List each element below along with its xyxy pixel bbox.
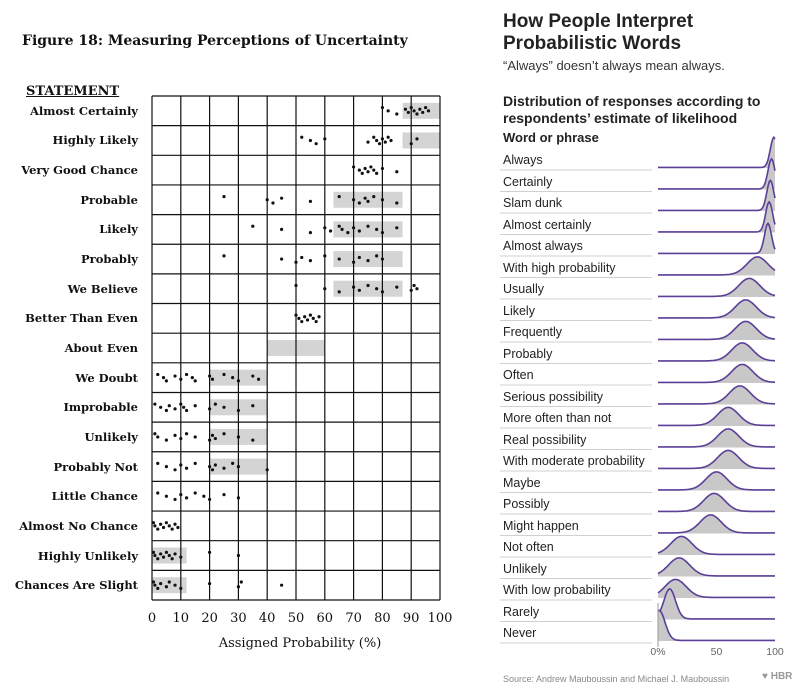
data-point — [375, 254, 378, 257]
word-label: Never — [503, 626, 537, 640]
data-point — [156, 557, 159, 560]
data-point — [375, 228, 378, 231]
data-point — [294, 284, 297, 287]
word-label: Frequently — [503, 325, 563, 339]
data-point — [358, 201, 361, 204]
data-point — [185, 496, 188, 499]
data-point — [240, 580, 243, 583]
data-point — [280, 584, 283, 587]
right-x-tick-label: 0% — [650, 646, 666, 658]
statement-label: Highly Likely — [52, 133, 138, 148]
data-point — [395, 286, 398, 289]
data-point — [173, 374, 176, 377]
data-point — [156, 462, 159, 465]
data-point — [179, 556, 182, 559]
data-point — [208, 582, 211, 585]
statement-label: Probably — [81, 252, 138, 267]
data-point — [168, 580, 171, 583]
word-label: With low probability — [503, 583, 611, 597]
data-point — [211, 468, 214, 471]
statement-label: Highly Unlikely — [37, 548, 138, 563]
data-point — [389, 139, 392, 142]
data-point — [222, 373, 225, 376]
data-point — [257, 378, 260, 381]
data-point — [338, 290, 341, 293]
data-point — [179, 402, 182, 405]
hbr-brand-text: HBR — [770, 671, 793, 682]
data-point — [294, 261, 297, 264]
statement-label: Unlikely — [84, 429, 138, 444]
data-point — [395, 170, 398, 173]
data-point — [237, 554, 240, 557]
data-point — [208, 551, 211, 554]
data-point — [323, 137, 326, 140]
data-point — [159, 552, 162, 555]
data-point — [162, 556, 165, 559]
source-note: Source: Andrew Mauboussin and Michael J. Mauboussin — [503, 674, 730, 684]
word-label: Unlikely — [503, 561, 547, 576]
data-point — [159, 406, 162, 409]
data-point — [375, 172, 378, 175]
data-point — [303, 315, 306, 318]
x-tick-label: 100 — [427, 611, 453, 626]
data-point — [271, 201, 274, 204]
statement-label: Improbable — [63, 400, 138, 415]
right-x-tick-label: 100 — [766, 646, 784, 658]
data-point — [159, 582, 162, 585]
word-label: Serious possibility — [503, 389, 604, 404]
statement-label: Almost No Chance — [19, 518, 138, 533]
data-point — [315, 142, 318, 145]
range-band — [333, 281, 402, 297]
x-tick-label: 70 — [345, 611, 362, 626]
data-point — [317, 315, 320, 318]
data-point — [387, 136, 390, 139]
word-label: Almost certainly — [503, 217, 592, 232]
data-point — [306, 318, 309, 321]
data-point — [412, 109, 415, 112]
data-point — [231, 462, 234, 465]
data-point — [381, 231, 384, 234]
data-point — [194, 404, 197, 407]
statement-label: Probably Not — [53, 459, 138, 474]
statement-header: STATEMENT — [26, 84, 120, 99]
data-point — [280, 257, 283, 260]
data-point — [421, 111, 424, 114]
x-tick-label: 80 — [374, 611, 391, 626]
data-point — [222, 432, 225, 435]
data-point — [384, 140, 387, 143]
data-point — [375, 287, 378, 290]
data-point — [358, 289, 361, 292]
data-point — [366, 200, 369, 203]
word-label: Real possibility — [503, 432, 587, 447]
data-point — [366, 140, 369, 143]
data-point — [165, 379, 168, 382]
x-tick-label: 10 — [172, 611, 190, 626]
data-point — [404, 108, 407, 111]
data-point — [179, 493, 182, 496]
data-point — [173, 407, 176, 410]
data-point — [237, 496, 240, 499]
statement-label: Almost Certainly — [30, 103, 138, 118]
data-point — [173, 498, 176, 501]
word-label: Rarely — [503, 604, 540, 619]
word-label: Not often — [503, 540, 554, 554]
data-point — [300, 136, 303, 139]
data-point — [309, 231, 312, 234]
statement-label: Very Good Chance — [21, 163, 138, 178]
left-x-axis-label: Assigned Probability (%) — [218, 636, 382, 651]
data-point — [222, 254, 225, 257]
data-point — [372, 169, 375, 172]
data-point — [156, 491, 159, 494]
data-point — [156, 587, 159, 590]
word-label: Possibly — [503, 497, 550, 511]
data-point — [162, 376, 165, 379]
data-point — [173, 434, 176, 437]
data-point — [381, 290, 384, 293]
data-point — [366, 259, 369, 262]
data-point — [152, 521, 155, 524]
right-figure — [485, 0, 800, 694]
x-tick-label: 40 — [258, 611, 276, 626]
data-point — [280, 228, 283, 231]
x-tick-label: 30 — [230, 611, 247, 626]
word-label: Almost always — [503, 239, 583, 253]
data-point — [372, 195, 375, 198]
data-point — [165, 495, 168, 498]
word-label: Likely — [503, 303, 535, 318]
data-point — [424, 106, 427, 109]
data-point — [165, 465, 168, 468]
data-point — [358, 169, 361, 172]
word-label: With moderate probability — [503, 454, 645, 468]
range-band — [403, 103, 440, 119]
statement-label: Probable — [80, 192, 138, 207]
data-point — [352, 226, 355, 229]
statement-label: Chances Are Slight — [14, 578, 138, 593]
data-point — [297, 317, 300, 320]
right-heading: Distribution of responses according to respondents’ estimate of likelihood — [503, 93, 761, 126]
data-point — [381, 106, 384, 109]
data-point — [179, 463, 182, 466]
data-point — [194, 491, 197, 494]
data-point — [211, 434, 214, 437]
data-point — [418, 108, 421, 111]
data-point — [364, 197, 367, 200]
data-point — [165, 439, 168, 442]
data-point — [173, 552, 176, 555]
data-point — [191, 376, 194, 379]
x-tick-label: 90 — [402, 611, 420, 626]
data-point — [179, 587, 182, 590]
data-point — [395, 226, 398, 229]
data-point — [185, 373, 188, 376]
data-point — [346, 231, 349, 234]
data-point — [173, 523, 176, 526]
data-point — [165, 521, 168, 524]
data-point — [415, 137, 418, 140]
data-point — [266, 468, 269, 471]
data-point — [156, 527, 159, 530]
data-point — [427, 109, 430, 112]
word-label: More often than not — [503, 411, 612, 425]
data-point — [381, 198, 384, 201]
data-point — [412, 284, 415, 287]
data-point — [214, 437, 217, 440]
data-point — [381, 257, 384, 260]
word-label: Probably — [503, 346, 553, 361]
data-point — [222, 195, 225, 198]
data-point — [165, 409, 168, 412]
data-point — [152, 580, 155, 583]
data-point — [231, 376, 234, 379]
data-point — [366, 170, 369, 173]
data-point — [395, 112, 398, 115]
data-point — [176, 526, 179, 529]
data-point — [329, 229, 332, 232]
x-tick-label: 60 — [316, 611, 334, 626]
data-point — [352, 198, 355, 201]
statement-label: We Doubt — [75, 370, 138, 385]
data-point — [214, 463, 217, 466]
data-point — [214, 402, 217, 405]
data-point — [280, 197, 283, 200]
data-point — [153, 432, 156, 435]
data-point — [415, 287, 418, 290]
hbr-logo: ♥ HBR — [762, 671, 793, 682]
data-point — [251, 225, 254, 228]
data-point — [208, 465, 211, 468]
data-point — [407, 111, 410, 114]
data-point — [222, 467, 225, 470]
data-point — [208, 439, 211, 442]
data-point — [323, 287, 326, 290]
data-point — [185, 432, 188, 435]
data-point — [208, 498, 211, 501]
data-point — [165, 551, 168, 554]
data-point — [168, 524, 171, 527]
data-point — [251, 374, 254, 377]
data-point — [375, 139, 378, 142]
data-point — [194, 435, 197, 438]
range-band — [403, 132, 440, 148]
right-x-tick-label: 50 — [710, 646, 723, 658]
data-point — [237, 465, 240, 468]
right-subtitle: “Always” doesn’t always mean always. — [503, 58, 725, 73]
data-point — [156, 435, 159, 438]
data-point — [309, 259, 312, 262]
data-point — [410, 106, 413, 109]
data-point — [171, 527, 174, 530]
word-label: With high probability — [503, 260, 616, 275]
word-label: Maybe — [503, 475, 541, 490]
data-point — [237, 435, 240, 438]
data-point — [300, 256, 303, 259]
data-point — [222, 406, 225, 409]
data-point — [237, 379, 240, 382]
data-point — [352, 261, 355, 264]
word-column-header: Word or phrase — [503, 130, 599, 145]
word-label: Might happen — [503, 518, 579, 533]
data-point — [369, 165, 372, 168]
data-point — [168, 404, 171, 407]
data-point — [237, 585, 240, 588]
data-point — [358, 229, 361, 232]
data-point — [309, 314, 312, 317]
data-point — [171, 557, 174, 560]
data-point — [309, 139, 312, 142]
data-point — [294, 314, 297, 317]
x-tick-label: 50 — [287, 611, 305, 626]
data-point — [372, 136, 375, 139]
data-point — [378, 142, 381, 145]
data-point — [162, 526, 165, 529]
data-point — [211, 378, 214, 381]
data-point — [352, 165, 355, 168]
data-point — [194, 462, 197, 465]
data-point — [237, 409, 240, 412]
data-point — [366, 225, 369, 228]
data-point — [153, 584, 156, 587]
statement-label: About Even — [64, 341, 138, 355]
range-band — [333, 221, 402, 237]
data-point — [366, 284, 369, 287]
data-point — [153, 554, 156, 557]
data-point — [194, 379, 197, 382]
word-label: Slam dunk — [503, 196, 563, 210]
data-point — [208, 374, 211, 377]
word-label: Always — [503, 153, 543, 167]
data-point — [340, 228, 343, 231]
word-label: Often — [503, 368, 534, 382]
data-point — [410, 289, 413, 292]
data-point — [352, 286, 355, 289]
data-point — [202, 495, 205, 498]
data-point — [309, 200, 312, 203]
data-point — [153, 524, 156, 527]
data-point — [185, 409, 188, 412]
data-point — [179, 378, 182, 381]
data-point — [251, 404, 254, 407]
data-point — [152, 551, 155, 554]
data-point — [381, 167, 384, 170]
data-point — [338, 225, 341, 228]
statement-label: Little Chance — [51, 489, 138, 504]
word-label: Certainly — [503, 174, 553, 189]
data-point — [387, 109, 390, 112]
data-point — [251, 439, 254, 442]
data-point — [415, 112, 418, 115]
data-point — [182, 406, 185, 409]
data-point — [323, 226, 326, 229]
data-point — [323, 254, 326, 257]
data-point — [338, 257, 341, 260]
data-point — [266, 198, 269, 201]
right-title: How People Interpret Probabilistic Words — [503, 11, 694, 54]
data-point — [156, 373, 159, 376]
data-point — [208, 407, 211, 410]
x-tick-label: 0 — [147, 611, 157, 626]
data-point — [300, 320, 303, 323]
data-point — [358, 256, 361, 259]
statement-label: We Believe — [67, 281, 138, 296]
x-tick-label: 20 — [201, 611, 218, 626]
data-point — [410, 142, 413, 145]
data-point — [179, 437, 182, 440]
figure-title: Figure 18: Measuring Perceptions of Uncertainty — [22, 33, 408, 49]
data-point — [153, 402, 156, 405]
data-point — [173, 584, 176, 587]
data-point — [381, 137, 384, 140]
data-point — [185, 467, 188, 470]
data-point — [315, 320, 318, 323]
data-point — [222, 493, 225, 496]
data-point — [361, 172, 364, 175]
data-point — [173, 468, 176, 471]
statement-label: Likely — [99, 222, 138, 237]
data-point — [168, 554, 171, 557]
data-point — [159, 523, 162, 526]
data-point — [165, 585, 168, 588]
word-label: Usually — [503, 282, 544, 296]
data-point — [312, 317, 315, 320]
data-point — [364, 167, 367, 170]
statement-label: Better Than Even — [25, 311, 138, 326]
data-point — [338, 195, 341, 198]
data-point — [395, 201, 398, 204]
